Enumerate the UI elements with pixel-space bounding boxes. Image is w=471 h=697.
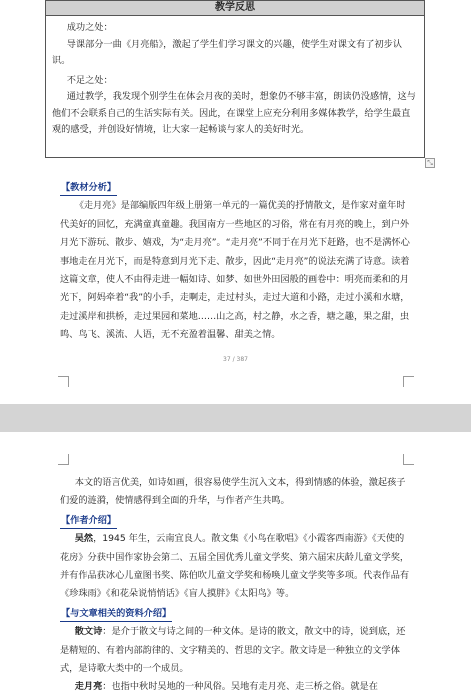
table-body [46, 16, 424, 139]
success-title: 成功之处： [66, 22, 113, 33]
intro-text: 本文的语言优美，如诗如画，很容易使学生沉入文本，得到情感的体验，激起孩子们爱的涟漪，使情感得到全面的升华，与作者产生共鸣。 [60, 477, 406, 507]
material-section [60, 178, 410, 345]
author-name: 吴然 [74, 533, 94, 545]
reflection-table [45, 0, 425, 158]
shortcoming-text: 通过教学，我发现个别学生在体会月夜的美时，想象仍不够丰富，朗读仍没感情，这与他们不会联系自己的生活实际有关。因此，在课堂上应充分利用多媒体教学，给学生最直观的感受，并创设好情境，让大家一起畅谈与家人的美好时光。 [52, 91, 416, 135]
material-text: 《走月亮》是部编版四年级上册第一单元的一篇优美的抒情散文，是作家对童年时代美好的回忆，充满童真童趣。我国南方一些地区的习俗，常在有月亮的晚上，到户外月光下游玩、散步、嬉戏，为“走月亮”。“走月亮”不同于在月光下赶路，也不是满怀心事地走在月光下，而是特意到月光下走、散步，因此“走月亮”的说法充满了诗意。读着这篇文章，使人不由得走进一幅如诗、如梦、如世外田园般的画卷中：明亮而柔和的月光下，阿妈牵着“我”的小手，走啊走，走过村头，走过大道和小路，走过小溪和水塘，走过溪岸和拱桥，走过果园和菜地……山之高，村之静，水之香，塘之趣，果之甜，虫鸣、鸟飞、溪流、人语，无不充盈着温馨、甜美之情。 [60, 200, 410, 341]
zouyueliang-term: 走月亮 [74, 681, 103, 693]
document-page-2 [0, 432, 471, 693]
author-paragraph [60, 530, 410, 604]
prose-poem-text: ：是介于散文与诗之间的一种文体。是诗的散文，散文中的诗，说到底，还是精短的、有着内部韵律的、文字精美的、哲思的文字。散文诗是一种独立的文学体式，是诗歌大类中的一个成员。 [60, 626, 406, 675]
margin-corner-top-left [58, 454, 69, 465]
shortcoming-title: 不足之处： [66, 74, 113, 86]
author-heading: 【作者介绍】 [60, 514, 117, 529]
page2-content [60, 474, 410, 697]
margin-corner-bottom-left [58, 376, 69, 387]
margin-corner-bottom-right [403, 376, 414, 387]
prose-poem-term: 散文诗 [74, 626, 103, 638]
material-heading: 【教材分析】 [60, 181, 117, 196]
table-header: 教学反思 [46, 1, 424, 16]
zouyueliang-text: ：也指中秋时吴地的一种风俗。吴地有走月亮、走三桥之俗。就是在 [102, 681, 378, 693]
prose-poem-paragraph [60, 623, 410, 678]
success-text: 导课部分一曲《月亮船》，激起了学生们学习课文的兴趣，使学生对课文有了初步认识。 [52, 38, 403, 66]
related-heading: 【与文章相关的资料介绍】 [60, 607, 172, 622]
page-number: 37 / 387 [223, 356, 248, 363]
author-text: ，1945 年生，云南宜良人。散文集《小鸟在歌唱》《小霞客西南游》《天使的花房》分获中国作家协会第二、五届全国优秀儿童文学奖、第六届宋庆龄儿童文学奖，并有作品获冰心儿童图书奖、陈伯吹儿童文学奖和杨唤儿童文学奖等多项。代表作品有《珍珠雨》《和花朵说悄悄话》《盲人摸胖》《太阳鸟》等。 [60, 533, 410, 600]
page-separator [0, 404, 471, 432]
zouyueliang-paragraph [60, 678, 410, 696]
margin-corner-top-right [403, 454, 414, 465]
table-resize-handle[interactable]: ⤡ [425, 158, 435, 168]
